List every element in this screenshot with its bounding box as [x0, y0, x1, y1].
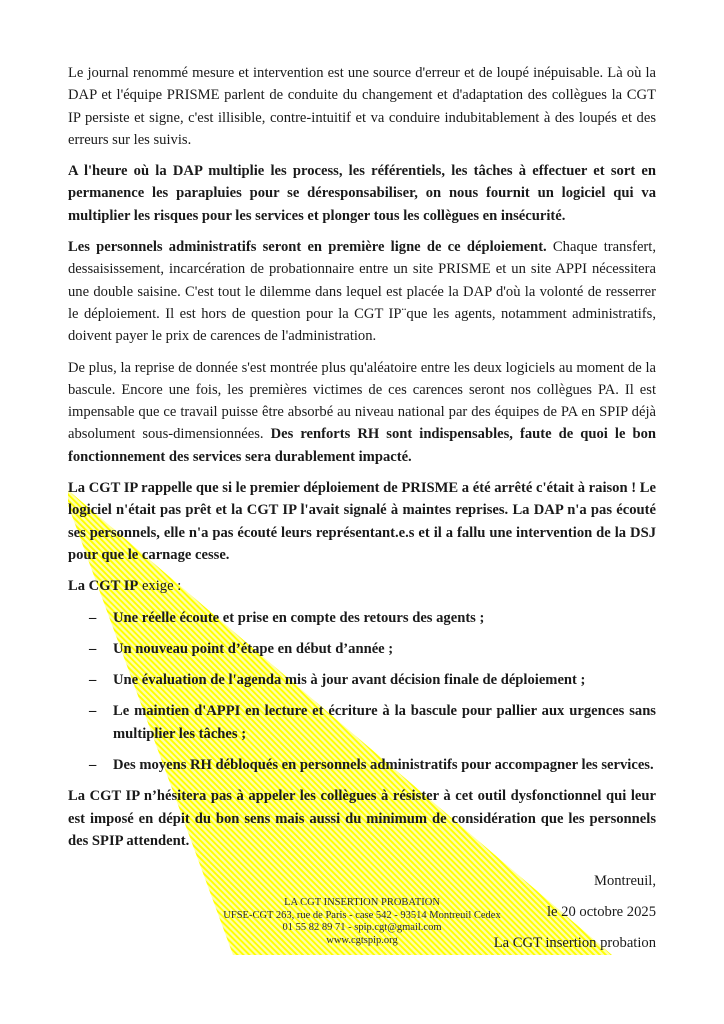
paragraph-personnels-admin-rest: Chaque transfert, dessaisissement, incarcération de probationnaire entre un site PRISME et un site APPI nécessitera une double saisine. C'est tout le dilemme dans lequel est placée la DAP d'où la volonté de resserrer le déploiement. Il est hors de question pour la CGT IP¨que les agents, notamment administratifs, doivent payer le prix de carences de l'administration. [68, 239, 656, 345]
signature-signatory: La CGT insertion probation [493, 935, 656, 952]
footer-separator: - [345, 922, 355, 934]
demand-text: Une évaluation de l'agenda mis à jour avant décision finale de déploiement ; [113, 672, 586, 689]
dash-bullet-icon: – [89, 703, 97, 720]
signature-place: Montreuil, [593, 873, 656, 890]
cgt-exige-rest: exige : [138, 578, 182, 595]
paragraph-personnels-admin [68, 236, 656, 347]
dash-bullet-icon: – [89, 640, 97, 657]
footer-email[interactable]: spip.cgt@gmail.com [354, 922, 442, 934]
paragraph-cgt-exige [68, 575, 656, 597]
paragraph-reprise-regular: De plus, la reprise de donnée s'est montrée plus qu'aléatoire entre les deux logiciels au moment de la bascule. Encore une fois, les premières victimes de ces carences seront nos collègues PA. Il est impensable que ce travail puisse être absorbé au niveau national par des équipes de PA en SPIP déjà absolument sous-dimensionnées. [68, 359, 656, 443]
demand-text: Le maintien d'APPI en lecture et écriture à la bascule pour pallier aux urgences sans multiplier les tâches ; [113, 703, 656, 742]
demand-item [68, 700, 656, 745]
demand-item [68, 669, 656, 691]
dash-bullet-icon: – [89, 757, 97, 774]
footer-phone: 01 55 82 89 71 [282, 922, 346, 934]
paragraph-cgt-rappelle: La CGT IP rappelle que si le premier déploiement de PRISME a été arrêté c'était à raison ! Le logiciel n'était pas prêt et la CGT IP l'avait signalé à maintes reprises. La DAP n'a pas écouté ses personnels, elle n'a pas écouté leurs représentant.e.s et il a fallu une intervention de la DSJ pour que le carnage cesse. [68, 480, 656, 563]
demands-list [68, 607, 656, 777]
demand-item [68, 638, 656, 660]
footer-website[interactable]: www.cgtspip.org [326, 934, 398, 946]
paragraph-dap-process: A l'heure où la DAP multiplie les process, les référentiels, les tâches à effectuer et sort en permanence les parapluies pour se déresponsabiliser, on nous fournit un logiciel qui va multiplier les risques pour les services et plonger tous les collègues en insécurité. [68, 163, 656, 224]
demand-item [68, 607, 656, 629]
dash-bullet-icon: – [89, 672, 97, 689]
footer-address: UFSE-CGT 263, rue de Paris - case 542 - 93514 Montreuil Cedex [223, 909, 501, 921]
paragraph-journal: Le journal renommé mesure et intervention est une source d'erreur et de loupé inépuisable. Là où la DAP et l'équipe PRISME parlent de conduite du changement et d'adaptation des collègues la CGT IP persiste et signe, c'est illisible, contre-intuitif et va conduire indubitablement à des loupés et des erreurs sur les suivis. [68, 65, 656, 148]
footer-org: LA CGT INSERTION PROBATION [284, 897, 440, 908]
footer [0, 897, 724, 947]
paragraph-personnels-admin-bold: Les personnels administratifs seront en première ligne de ce déploiement. [68, 239, 547, 256]
dash-bullet-icon: – [89, 609, 97, 626]
letter-body [68, 62, 656, 963]
demand-item [68, 754, 656, 776]
demand-text: Un nouveau point d’étape en début d’année ; [113, 640, 394, 657]
paragraph-conclusion: La CGT IP n’hésitera pas à appeler les collègues à résister à cet outil dysfonctionnel qui leur est imposé en dépit du bon sens mais aussi du minimum de considération que les personnels des SPIP attendent. [68, 788, 656, 849]
paragraph-reprise-bold: Des renforts RH sont indispensables, faute de quoi le bon fonctionnement des services sera durablement impacté. [68, 426, 657, 465]
paragraph-reprise-donnees [68, 357, 656, 468]
demand-text: Des moyens RH débloqués en personnels administratifs pour accompagner les services. [113, 757, 654, 774]
cgt-exige-bold: La CGT IP [68, 578, 139, 595]
footer-contact [0, 922, 724, 935]
signature-date: le 20 octobre 2025 [546, 904, 656, 921]
demand-text: Une réelle écoute et prise en compte des retours des agents ; [113, 609, 485, 626]
